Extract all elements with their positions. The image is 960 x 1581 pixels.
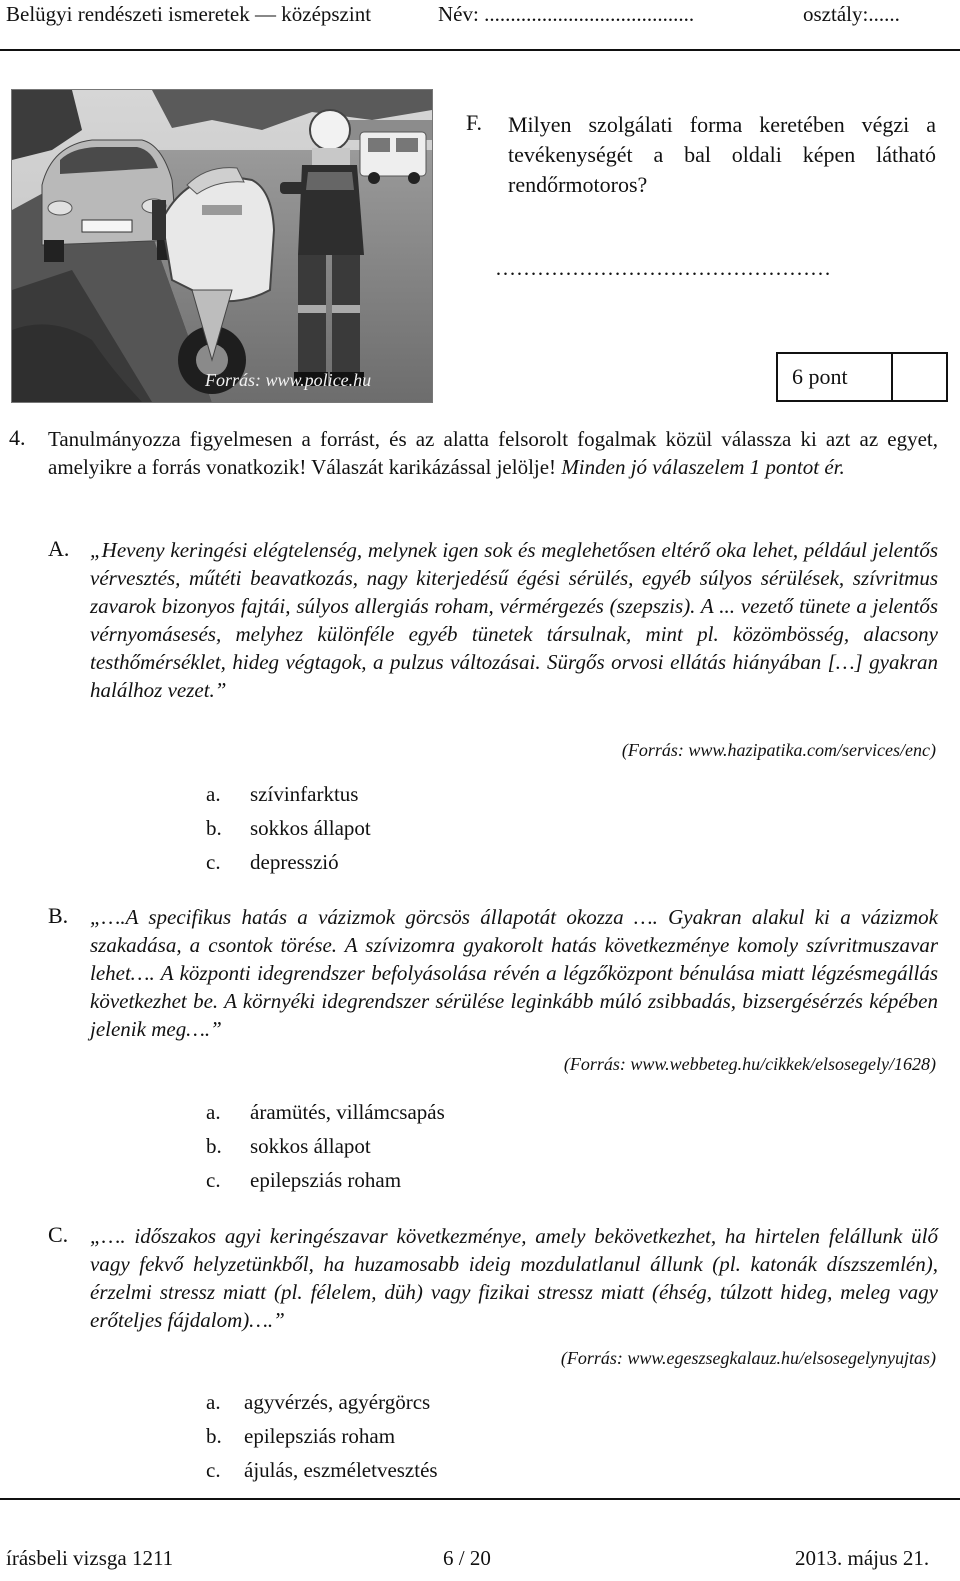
footer-date: 2013. május 21. [795, 1546, 930, 1570]
score-label: 6 pont [792, 364, 848, 389]
item-c-text: „…. időszakos agyi keringészavar következménye, amely bekövetkezhet, ha hirtelen felállunk ülő vagy fekvő helyzetünkből, ha huzamosabb ideig mozdulatlanul állunk (pl. katonák díszszemlén), érzelmi stressz miatt (pl. félelem, düh) vagy fizikai stressz miatt (éhség, túlzott hideg, meleg vagy erőteljes fájdalom)….” [90, 1224, 938, 1332]
item-a-letter: A. [48, 536, 70, 561]
item-c-source: (Forrás: www.egeszsegkalauz.hu/elsosegelynyujtas) [560, 1348, 936, 1368]
score-box [776, 352, 948, 402]
item-a-text: „Heveny keringési elégtelenség, melynek igen sok és meglehetősen eltérő oka lehet, például jelentős vérvesztés, műtéti beavatkozás, nagy kiterjedésű égési sérülés, egyéb súlyos sérülések, szívritmus zavarok bizonyos fajtái, súlyos allergiás roham, vérmérgezés (szepszis). A ... vezető tünete a jelentős vérnyomásesés, melyhez különféle egyéb tünetek társulnak, mint pl. közömbösség, alacsony testhőmérséklet, hideg végtagok, a pulzus változásai. Sürgős orvosi ellátás hiányában […] gyakran halálhoz vezet.” [90, 538, 938, 702]
item-b-option-a[interactable]: a. áramütés, villámcsapás [206, 1100, 445, 1124]
header-title: Belügyi rendészeti ismeretek — középszint [6, 2, 372, 26]
item-c-letter: C. [48, 1222, 69, 1247]
header-name-field: Név: ........................................ [438, 2, 695, 26]
item-b-option-b[interactable]: b. sokkos állapot [206, 1134, 371, 1158]
footer-page-number: 6 / 20 [443, 1546, 491, 1570]
item-c-option-a[interactable]: a. agyvérzés, agyérgörcs [206, 1390, 431, 1414]
item-a-option-c[interactable]: c. depresszió [206, 850, 339, 874]
item-c-option-c[interactable]: c. ájulás, eszméletvesztés [206, 1458, 438, 1482]
header-rule [0, 49, 960, 51]
item-b-option-c[interactable]: c. epilepsziás roham [206, 1168, 402, 1192]
police-motorcycle-photo [11, 89, 433, 403]
question-4-text: Tanulmányozza figyelmesen a forrást, és az alatta felsorolt fogalmak közül válassza ki azt az egyet, amelyikre a forrás vonatkozik! Válaszát karikázással jelölje! [48, 427, 938, 479]
question-4-instructions [48, 425, 938, 481]
footer-exam-code: írásbeli vizsga 1211 [6, 1546, 174, 1570]
score-entry-cell[interactable] [891, 352, 950, 402]
item-b-letter: B. [48, 903, 69, 928]
footer-rule [0, 1498, 960, 1500]
question-4-number: 4. [9, 425, 26, 450]
item-a-source: (Forrás: www.hazipatika.com/services/enc) [621, 740, 936, 760]
question-f-letter: F. [466, 110, 482, 135]
header-class-field: osztály:...... [803, 2, 900, 26]
answer-line[interactable]: ………………………………………… [495, 256, 831, 280]
question-f-text: Milyen szolgálati forma keretében végzi a tevékenységét a bal oldali képen látható rendőrmotoros? [508, 112, 936, 197]
question-4-scoring-note: Minden jó válaszelem 1 pontot ér. [561, 455, 845, 479]
photo-source: Forrás: www.police.hu [205, 370, 372, 390]
item-a-option-b[interactable]: b. sokkos állapot [206, 816, 371, 840]
item-b-text: „….A specifikus hatás a vázizmok görcsös állapotát okozza …. Gyakran alakul ki a vázizmok szakadása, a csontok törése. A szívizomra gyakorolt hatás következménye komoly szívritmuszavar lehet…. A központi idegrendszer befolyásolása révén a légzőközpont bénulása miatt légzésmegállás következhet be. A környéki idegrendszer sérülése leginkább múló zsibbadás, bizsergésérzés képében jelenik meg….” [90, 905, 938, 1041]
item-a-option-a[interactable]: a. szívinfarktus [206, 782, 359, 806]
item-b-source: (Forrás: www.webbeteg.hu/cikkek/elsosegely/1628) [563, 1054, 936, 1074]
item-c-option-b[interactable]: b. epilepsziás roham [206, 1424, 396, 1448]
